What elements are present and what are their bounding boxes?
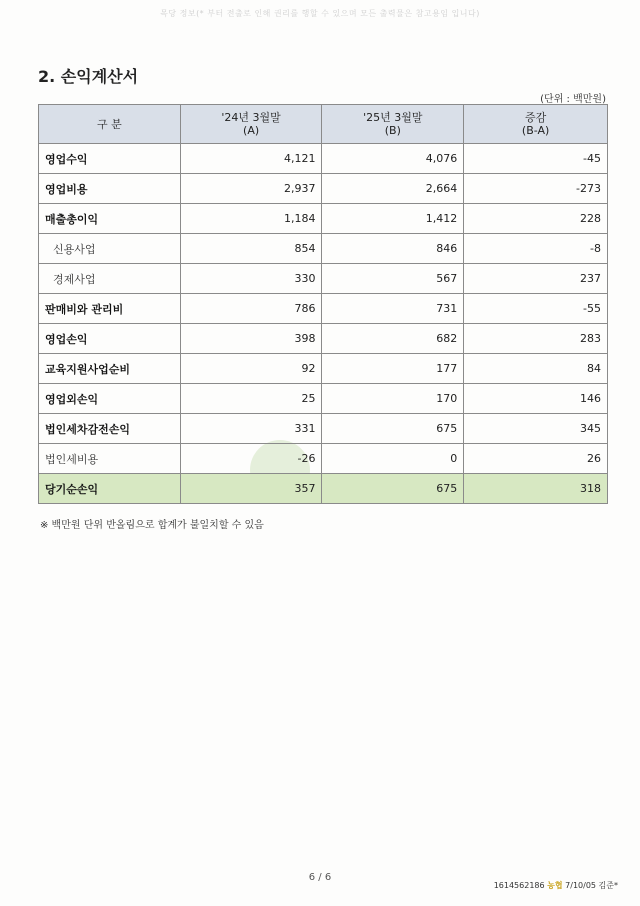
value-b: 675 [322,474,464,504]
row-label: 판매비와 관리비 [39,294,181,324]
value-a: 92 [180,354,322,384]
header-change: 증감 (B-A) [464,105,608,144]
value-a: 331 [180,414,322,444]
table-row [39,264,608,294]
table-row [39,414,608,444]
table-row [39,204,608,234]
table-row [39,234,608,264]
table-row [39,354,608,384]
value-b: 675 [322,414,464,444]
value-a: 4,121 [180,144,322,174]
top-watermark: 목당 정보(* 부터 전출로 인해 권리를 행할 수 있으며 모든 출력물은 참고용임 입니다) [160,9,480,18]
value-diff: 237 [464,264,608,294]
row-label: 법인세비용 [39,444,181,474]
value-diff: -273 [464,174,608,204]
value-diff: 26 [464,444,608,474]
row-label: 영업손익 [39,324,181,354]
value-diff: 146 [464,384,608,414]
income-statement-table [38,104,608,504]
row-label: 법인세차감전손익 [39,414,181,444]
value-diff: 318 [464,474,608,504]
value-b: 170 [322,384,464,414]
table-row [39,384,608,414]
value-a: 330 [180,264,322,294]
row-label: 신용사업 [39,234,181,264]
table-row [39,174,608,204]
stamp-suffix: 7/10/05 김준* [565,881,618,890]
nh-logo: 농협 [547,881,563,890]
document-stamp [494,880,618,891]
row-label: 매출총이익 [39,204,181,234]
value-b: 1,412 [322,204,464,234]
value-diff: -8 [464,234,608,264]
value-a: 786 [180,294,322,324]
value-diff: -55 [464,294,608,324]
value-a: 357 [180,474,322,504]
footnote: ※ 백만원 단위 반올림으로 합계가 불일치할 수 있음 [40,520,264,531]
value-b: 2,664 [322,174,464,204]
value-b: 682 [322,324,464,354]
row-label: 영업비용 [39,174,181,204]
table-header-row [39,105,608,144]
value-b: 731 [322,294,464,324]
table-row [39,144,608,174]
unit-label: (단위 : 백만원) [540,94,606,105]
table-row-total [39,474,608,504]
table-row [39,294,608,324]
header-2024: '24년 3월말 (A) [180,105,322,144]
value-a: 854 [180,234,322,264]
header-category: 구 분 [39,105,181,144]
table-row [39,444,608,474]
value-b: 567 [322,264,464,294]
header-2025: '25년 3월말 (B) [322,105,464,144]
row-label: 교육지원사업순비 [39,354,181,384]
row-label: 영업외손익 [39,384,181,414]
page-title: 2. 손익계산서 [38,67,139,86]
value-diff: 283 [464,324,608,354]
row-label: 당기순손익 [39,474,181,504]
value-diff: -45 [464,144,608,174]
page-number: 6 / 6 [308,872,332,883]
value-a: 25 [180,384,322,414]
value-diff: 345 [464,414,608,444]
value-a: 398 [180,324,322,354]
value-a: 2,937 [180,174,322,204]
row-label: 경제사업 [39,264,181,294]
value-b: 0 [322,444,464,474]
row-label: 영업수익 [39,144,181,174]
value-a: 1,184 [180,204,322,234]
value-diff: 84 [464,354,608,384]
value-a: -26 [180,444,322,474]
value-b: 177 [322,354,464,384]
stamp-code: 1614562186 [493,881,545,890]
value-b: 4,076 [322,144,464,174]
table-row [39,324,608,354]
value-b: 846 [322,234,464,264]
value-diff: 228 [464,204,608,234]
